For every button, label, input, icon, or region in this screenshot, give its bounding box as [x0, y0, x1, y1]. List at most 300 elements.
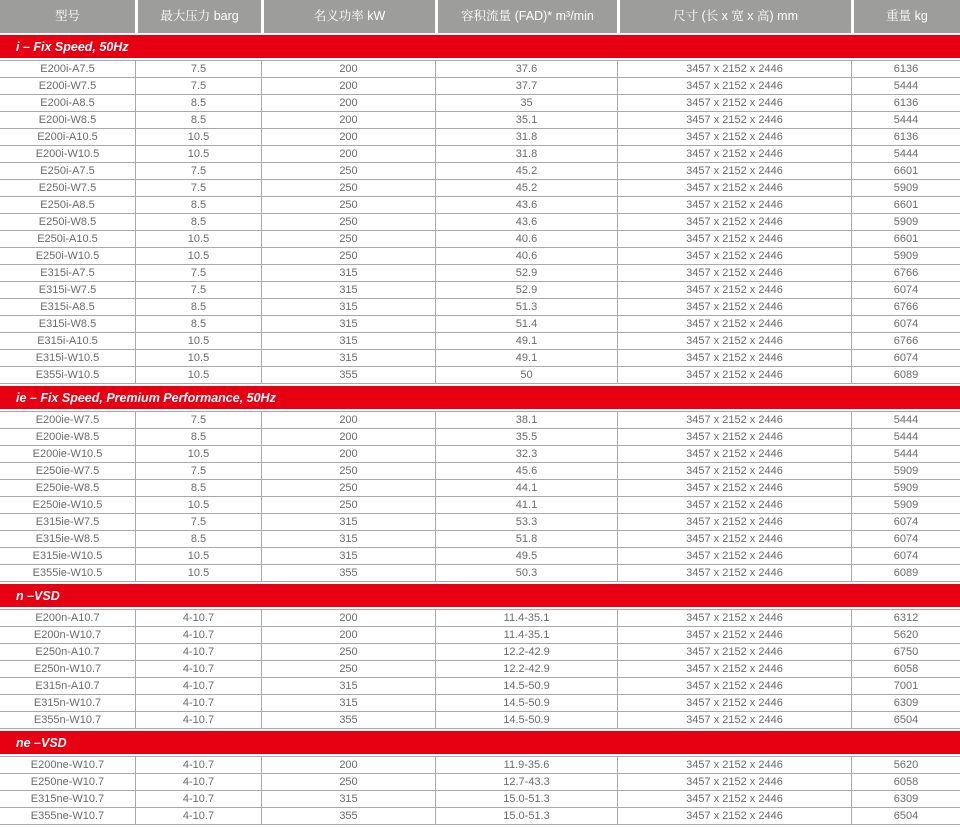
table-row	[0, 463, 960, 480]
cell-power: 250	[261, 214, 435, 230]
cell-max-pressure: 8.5	[135, 316, 261, 332]
cell-dimensions: 3457 x 2152 x 2446	[617, 367, 851, 383]
section-rows	[0, 60, 960, 384]
table-row	[0, 316, 960, 333]
cell-model: E355ne-W10.7	[30, 810, 105, 822]
cell-model: E200i-W7.5	[38, 80, 97, 92]
cell-max-pressure: 4-10.7	[135, 610, 261, 626]
cell-max-pressure: 10.5	[135, 350, 261, 366]
cell-max-pressure: 10.5	[135, 565, 261, 581]
cell-weight: 6504	[851, 712, 960, 728]
cell-model: E355i-W10.5	[35, 369, 100, 381]
cell-power: 250	[261, 231, 435, 247]
cell-power: 200	[261, 146, 435, 162]
cell-fad: 15.0-51.3	[435, 791, 617, 807]
table-row	[0, 180, 960, 197]
cell-max-pressure: 7.5	[135, 463, 261, 479]
table-row	[0, 129, 960, 146]
cell-model: E200i-A10.5	[37, 131, 98, 143]
table-row	[0, 429, 960, 446]
section-title: ie – Fix Speed, Premium Performance, 50Hz	[16, 390, 276, 405]
column-header-fad: 容积流量 (FAD)* m³/min	[435, 0, 617, 33]
cell-power: 200	[261, 61, 435, 77]
cell-max-pressure: 10.5	[135, 129, 261, 145]
cell-fad: 32.3	[435, 446, 617, 462]
cell-dimensions: 3457 x 2152 x 2446	[617, 463, 851, 479]
cell-weight: 5909	[851, 248, 960, 264]
cell-model: E250i-W7.5	[38, 182, 97, 194]
cell-dimensions: 3457 x 2152 x 2446	[617, 565, 851, 581]
cell-fad: 37.6	[435, 61, 617, 77]
table-row	[0, 299, 960, 316]
table-body	[0, 35, 960, 825]
cell-fad: 44.1	[435, 480, 617, 496]
section-header	[0, 35, 960, 58]
cell-power: 355	[261, 712, 435, 728]
cell-fad: 11.4-35.1	[435, 610, 617, 626]
cell-fad: 51.8	[435, 531, 617, 547]
table-row	[0, 627, 960, 644]
cell-max-pressure: 8.5	[135, 429, 261, 445]
cell-model: E315ie-W7.5	[35, 516, 100, 528]
cell-max-pressure: 4-10.7	[135, 808, 261, 824]
cell-power: 200	[261, 412, 435, 428]
cell-model: E200ie-W10.5	[32, 448, 103, 460]
cell-max-pressure: 7.5	[135, 61, 261, 77]
cell-dimensions: 3457 x 2152 x 2446	[617, 163, 851, 179]
cell-model: E250i-W10.5	[35, 250, 100, 262]
cell-power: 250	[261, 644, 435, 660]
cell-fad: 35.1	[435, 112, 617, 128]
cell-power: 315	[261, 514, 435, 530]
cell-fad: 49.5	[435, 548, 617, 564]
cell-model: E315ie-W8.5	[35, 533, 100, 545]
cell-max-pressure: 4-10.7	[135, 678, 261, 694]
table-row	[0, 808, 960, 825]
table-row	[0, 367, 960, 384]
cell-power: 315	[261, 695, 435, 711]
cell-power: 250	[261, 197, 435, 213]
cell-max-pressure: 4-10.7	[135, 644, 261, 660]
cell-max-pressure: 4-10.7	[135, 774, 261, 790]
table-row	[0, 61, 960, 78]
cell-model: E250ie-W10.5	[32, 499, 103, 511]
cell-fad: 43.6	[435, 197, 617, 213]
cell-dimensions: 3457 x 2152 x 2446	[617, 548, 851, 564]
cell-fad: 37.7	[435, 78, 617, 94]
cell-weight: 6058	[851, 774, 960, 790]
cell-max-pressure: 8.5	[135, 480, 261, 496]
cell-weight: 6766	[851, 333, 960, 349]
cell-fad: 52.9	[435, 282, 617, 298]
table-row	[0, 412, 960, 429]
cell-max-pressure: 7.5	[135, 514, 261, 530]
cell-model: E315i-W10.5	[35, 352, 100, 364]
cell-model: E200i-A8.5	[40, 97, 95, 109]
column-header-power: 名义功率 kW	[261, 0, 435, 33]
cell-power: 200	[261, 610, 435, 626]
cell-fad: 12.2-42.9	[435, 661, 617, 677]
cell-dimensions: 3457 x 2152 x 2446	[617, 429, 851, 445]
cell-power: 250	[261, 661, 435, 677]
table-row	[0, 480, 960, 497]
cell-power: 315	[261, 791, 435, 807]
table-row	[0, 333, 960, 350]
cell-weight: 5620	[851, 627, 960, 643]
cell-weight: 5909	[851, 480, 960, 496]
cell-dimensions: 3457 x 2152 x 2446	[617, 350, 851, 366]
cell-max-pressure: 10.5	[135, 231, 261, 247]
cell-weight: 6750	[851, 644, 960, 660]
cell-dimensions: 3457 x 2152 x 2446	[617, 214, 851, 230]
cell-dimensions: 3457 x 2152 x 2446	[617, 757, 851, 773]
section-header	[0, 584, 960, 607]
cell-model: E315n-W10.7	[33, 697, 102, 709]
cell-weight: 5909	[851, 180, 960, 196]
cell-power: 200	[261, 757, 435, 773]
cell-fad: 31.8	[435, 129, 617, 145]
cell-dimensions: 3457 x 2152 x 2446	[617, 412, 851, 428]
cell-power: 200	[261, 429, 435, 445]
table-row	[0, 248, 960, 265]
cell-weight: 5444	[851, 446, 960, 462]
cell-fad: 14.5-50.9	[435, 712, 617, 728]
cell-dimensions: 3457 x 2152 x 2446	[617, 610, 851, 626]
cell-dimensions: 3457 x 2152 x 2446	[617, 514, 851, 530]
table-row	[0, 197, 960, 214]
cell-fad: 41.1	[435, 497, 617, 513]
table-row	[0, 146, 960, 163]
cell-weight: 6074	[851, 316, 960, 332]
cell-dimensions: 3457 x 2152 x 2446	[617, 197, 851, 213]
table-row	[0, 163, 960, 180]
table-row	[0, 661, 960, 678]
cell-power: 200	[261, 446, 435, 462]
cell-fad: 50	[435, 367, 617, 383]
cell-weight: 6312	[851, 610, 960, 626]
cell-model: E200i-W10.5	[35, 148, 100, 160]
table-row	[0, 282, 960, 299]
cell-model: E200ie-W7.5	[35, 414, 100, 426]
cell-fad: 14.5-50.9	[435, 695, 617, 711]
cell-max-pressure: 10.5	[135, 333, 261, 349]
cell-max-pressure: 4-10.7	[135, 712, 261, 728]
column-header-weight: 重量 kg	[851, 0, 960, 33]
cell-max-pressure: 10.5	[135, 548, 261, 564]
cell-fad: 11.9-35.6	[435, 757, 617, 773]
cell-weight: 6601	[851, 231, 960, 247]
cell-dimensions: 3457 x 2152 x 2446	[617, 265, 851, 281]
cell-max-pressure: 8.5	[135, 531, 261, 547]
cell-power: 250	[261, 248, 435, 264]
cell-dimensions: 3457 x 2152 x 2446	[617, 61, 851, 77]
cell-power: 355	[261, 565, 435, 581]
cell-power: 200	[261, 112, 435, 128]
cell-dimensions: 3457 x 2152 x 2446	[617, 497, 851, 513]
cell-fad: 40.6	[435, 248, 617, 264]
cell-max-pressure: 4-10.7	[135, 757, 261, 773]
cell-dimensions: 3457 x 2152 x 2446	[617, 712, 851, 728]
cell-dimensions: 3457 x 2152 x 2446	[617, 661, 851, 677]
cell-dimensions: 3457 x 2152 x 2446	[617, 678, 851, 694]
cell-fad: 51.4	[435, 316, 617, 332]
cell-power: 355	[261, 367, 435, 383]
cell-fad: 52.9	[435, 265, 617, 281]
cell-dimensions: 3457 x 2152 x 2446	[617, 129, 851, 145]
section-rows	[0, 609, 960, 729]
table-row	[0, 644, 960, 661]
cell-model: E200i-A7.5	[40, 63, 95, 75]
cell-fad: 49.1	[435, 333, 617, 349]
cell-power: 250	[261, 497, 435, 513]
cell-model: E315ne-W10.7	[30, 793, 105, 805]
cell-fad: 40.6	[435, 231, 617, 247]
cell-dimensions: 3457 x 2152 x 2446	[617, 248, 851, 264]
table-row	[0, 531, 960, 548]
table-row	[0, 774, 960, 791]
table-row	[0, 712, 960, 729]
cell-max-pressure: 4-10.7	[135, 791, 261, 807]
cell-power: 315	[261, 299, 435, 315]
cell-dimensions: 3457 x 2152 x 2446	[617, 146, 851, 162]
cell-weight: 5620	[851, 757, 960, 773]
cell-weight: 6074	[851, 548, 960, 564]
section-title: ne –VSD	[16, 735, 67, 750]
cell-power: 250	[261, 180, 435, 196]
table-row	[0, 112, 960, 129]
cell-weight: 5444	[851, 112, 960, 128]
cell-model: E250i-A8.5	[40, 199, 95, 211]
cell-weight: 6766	[851, 299, 960, 315]
cell-max-pressure: 8.5	[135, 112, 261, 128]
cell-fad: 35.5	[435, 429, 617, 445]
cell-fad: 12.7-43.3	[435, 774, 617, 790]
cell-max-pressure: 7.5	[135, 282, 261, 298]
table-row	[0, 231, 960, 248]
cell-max-pressure: 8.5	[135, 214, 261, 230]
cell-model: E200ie-W8.5	[35, 431, 100, 443]
section-header	[0, 386, 960, 409]
cell-dimensions: 3457 x 2152 x 2446	[617, 808, 851, 824]
cell-dimensions: 3457 x 2152 x 2446	[617, 78, 851, 94]
cell-model: E315i-A10.5	[37, 335, 98, 347]
cell-power: 315	[261, 265, 435, 281]
cell-max-pressure: 8.5	[135, 197, 261, 213]
table-row	[0, 350, 960, 367]
cell-max-pressure: 7.5	[135, 163, 261, 179]
table-row	[0, 95, 960, 112]
table-row	[0, 565, 960, 582]
cell-dimensions: 3457 x 2152 x 2446	[617, 231, 851, 247]
cell-weight: 6074	[851, 514, 960, 530]
cell-weight: 6074	[851, 282, 960, 298]
table-row	[0, 446, 960, 463]
cell-dimensions: 3457 x 2152 x 2446	[617, 774, 851, 790]
cell-model: E315i-A7.5	[40, 267, 95, 279]
column-header-model: 型号	[0, 0, 135, 33]
cell-weight: 6309	[851, 695, 960, 711]
column-header-max-pressure: 最大压力 barg	[135, 0, 261, 33]
cell-dimensions: 3457 x 2152 x 2446	[617, 316, 851, 332]
cell-weight: 7001	[851, 678, 960, 694]
cell-dimensions: 3457 x 2152 x 2446	[617, 695, 851, 711]
cell-model: E250n-A10.7	[35, 646, 100, 658]
cell-dimensions: 3457 x 2152 x 2446	[617, 791, 851, 807]
cell-weight: 5444	[851, 146, 960, 162]
section-title: n –VSD	[16, 588, 60, 603]
cell-dimensions: 3457 x 2152 x 2446	[617, 446, 851, 462]
cell-dimensions: 3457 x 2152 x 2446	[617, 299, 851, 315]
cell-weight: 5909	[851, 214, 960, 230]
cell-max-pressure: 8.5	[135, 95, 261, 111]
cell-max-pressure: 10.5	[135, 248, 261, 264]
cell-max-pressure: 4-10.7	[135, 661, 261, 677]
cell-power: 200	[261, 95, 435, 111]
cell-model: E315i-A8.5	[40, 301, 95, 313]
cell-weight: 6136	[851, 129, 960, 145]
cell-fad: 45.2	[435, 163, 617, 179]
table-row	[0, 78, 960, 95]
cell-weight: 6136	[851, 61, 960, 77]
cell-power: 355	[261, 808, 435, 824]
cell-model: E355n-W10.7	[33, 714, 102, 726]
table-row	[0, 791, 960, 808]
cell-fad: 11.4-35.1	[435, 627, 617, 643]
cell-max-pressure: 7.5	[135, 180, 261, 196]
cell-max-pressure: 7.5	[135, 265, 261, 281]
section-rows	[0, 756, 960, 825]
cell-weight: 6601	[851, 197, 960, 213]
cell-fad: 35	[435, 95, 617, 111]
cell-fad: 49.1	[435, 350, 617, 366]
cell-power: 250	[261, 480, 435, 496]
cell-model: E355ie-W10.5	[32, 567, 103, 579]
cell-dimensions: 3457 x 2152 x 2446	[617, 95, 851, 111]
cell-model: E315i-W8.5	[38, 318, 97, 330]
cell-power: 315	[261, 282, 435, 298]
cell-max-pressure: 4-10.7	[135, 695, 261, 711]
cell-max-pressure: 4-10.7	[135, 627, 261, 643]
cell-power: 250	[261, 163, 435, 179]
cell-model: E200n-A10.7	[35, 612, 100, 624]
table-row	[0, 757, 960, 774]
cell-max-pressure: 7.5	[135, 412, 261, 428]
table-row	[0, 695, 960, 712]
cell-max-pressure: 10.5	[135, 367, 261, 383]
cell-model: E250i-A7.5	[40, 165, 95, 177]
cell-power: 200	[261, 129, 435, 145]
cell-weight: 6504	[851, 808, 960, 824]
cell-weight: 5909	[851, 497, 960, 513]
table-row	[0, 678, 960, 695]
cell-power: 315	[261, 350, 435, 366]
cell-power: 250	[261, 774, 435, 790]
cell-model: E250ie-W8.5	[35, 482, 100, 494]
table-row	[0, 214, 960, 231]
table-row	[0, 548, 960, 565]
cell-model: E200i-W8.5	[38, 114, 97, 126]
table-row	[0, 514, 960, 531]
cell-fad: 45.2	[435, 180, 617, 196]
cell-model: E200ne-W10.7	[30, 759, 105, 771]
cell-power: 315	[261, 531, 435, 547]
cell-fad: 14.5-50.9	[435, 678, 617, 694]
cell-dimensions: 3457 x 2152 x 2446	[617, 644, 851, 660]
cell-power: 315	[261, 678, 435, 694]
cell-weight: 5444	[851, 412, 960, 428]
cell-fad: 50.3	[435, 565, 617, 581]
cell-dimensions: 3457 x 2152 x 2446	[617, 282, 851, 298]
cell-dimensions: 3457 x 2152 x 2446	[617, 480, 851, 496]
section-title: i – Fix Speed, 50Hz	[16, 39, 129, 54]
cell-power: 200	[261, 78, 435, 94]
cell-model: E250i-W8.5	[38, 216, 97, 228]
cell-fad: 31.8	[435, 146, 617, 162]
cell-fad: 38.1	[435, 412, 617, 428]
cell-max-pressure: 10.5	[135, 497, 261, 513]
section-rows	[0, 411, 960, 582]
cell-max-pressure: 7.5	[135, 78, 261, 94]
cell-power: 315	[261, 548, 435, 564]
cell-weight: 5444	[851, 429, 960, 445]
cell-fad: 15.0-51.3	[435, 808, 617, 824]
cell-fad: 43.6	[435, 214, 617, 230]
cell-power: 200	[261, 627, 435, 643]
cell-weight: 6074	[851, 350, 960, 366]
cell-model: E250n-W10.7	[33, 663, 102, 675]
cell-model: E315i-W7.5	[38, 284, 97, 296]
cell-model: E250ie-W7.5	[35, 465, 100, 477]
cell-max-pressure: 10.5	[135, 146, 261, 162]
cell-dimensions: 3457 x 2152 x 2446	[617, 180, 851, 196]
table-header-row	[0, 0, 960, 33]
cell-model: E250i-A10.5	[37, 233, 98, 245]
table-row	[0, 497, 960, 514]
cell-weight: 5909	[851, 463, 960, 479]
cell-model: E200n-W10.7	[33, 629, 102, 641]
cell-weight: 6766	[851, 265, 960, 281]
table-row	[0, 610, 960, 627]
cell-fad: 51.3	[435, 299, 617, 315]
column-header-dimensions: 尺寸 (长 x 宽 x 高) mm	[617, 0, 851, 33]
cell-weight: 6601	[851, 163, 960, 179]
cell-weight: 5444	[851, 78, 960, 94]
cell-fad: 12.2-42.9	[435, 644, 617, 660]
cell-model: E315ie-W10.5	[32, 550, 103, 562]
cell-fad: 45.6	[435, 463, 617, 479]
cell-weight: 6309	[851, 791, 960, 807]
cell-power: 315	[261, 333, 435, 349]
cell-dimensions: 3457 x 2152 x 2446	[617, 531, 851, 547]
cell-max-pressure: 10.5	[135, 446, 261, 462]
cell-fad: 53.3	[435, 514, 617, 530]
cell-dimensions: 3457 x 2152 x 2446	[617, 627, 851, 643]
cell-model: E315n-A10.7	[35, 680, 100, 692]
cell-max-pressure: 8.5	[135, 299, 261, 315]
cell-weight: 6089	[851, 565, 960, 581]
cell-dimensions: 3457 x 2152 x 2446	[617, 112, 851, 128]
cell-weight: 6058	[851, 661, 960, 677]
cell-weight: 6074	[851, 531, 960, 547]
cell-power: 250	[261, 463, 435, 479]
cell-weight: 6089	[851, 367, 960, 383]
cell-model: E250ne-W10.7	[30, 776, 105, 788]
cell-weight: 6136	[851, 95, 960, 111]
cell-power: 315	[261, 316, 435, 332]
section-header	[0, 731, 960, 754]
table-row	[0, 265, 960, 282]
cell-dimensions: 3457 x 2152 x 2446	[617, 333, 851, 349]
